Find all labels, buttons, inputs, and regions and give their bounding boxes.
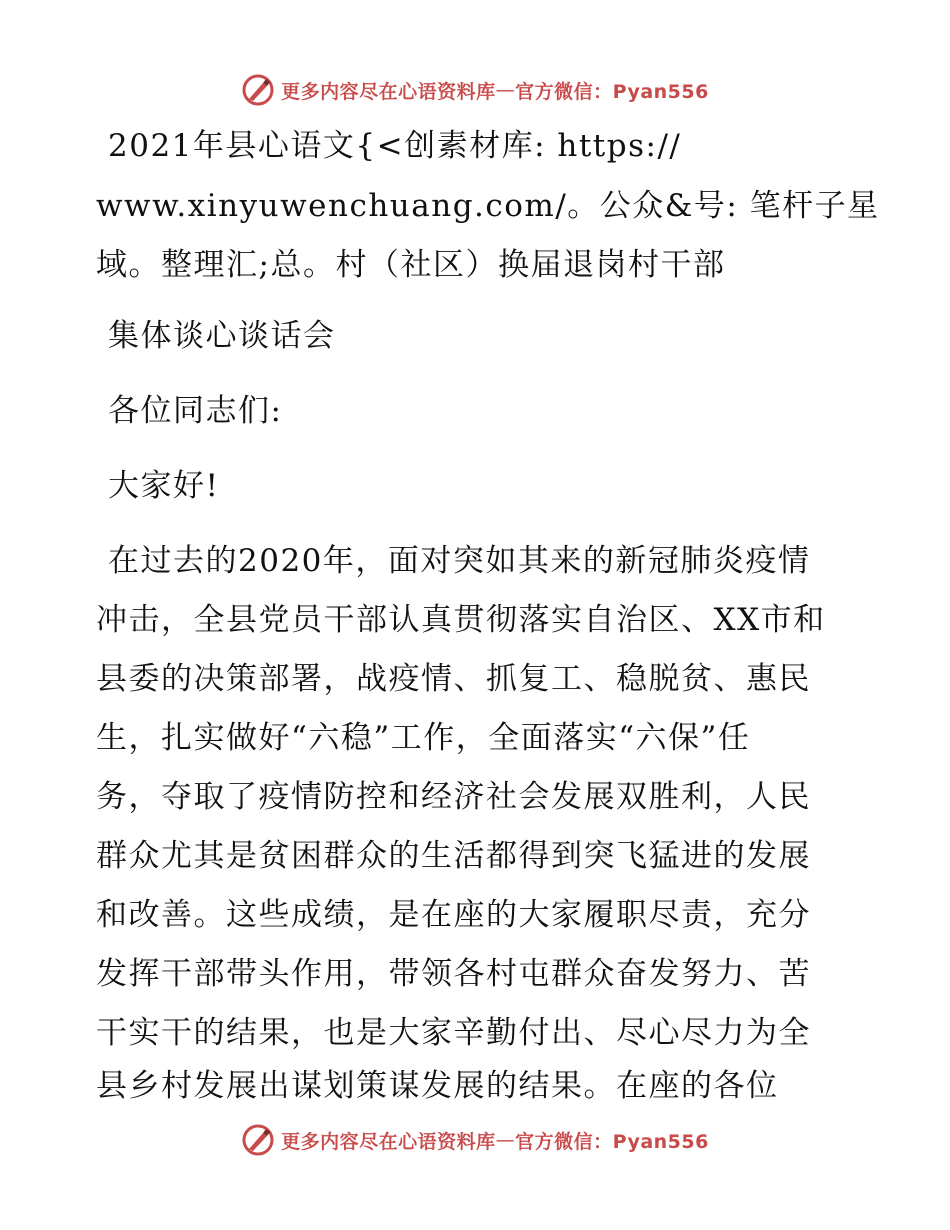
body-line-10: 县乡村发展出谋划策谋发展的结果。在座的各位 (96, 1068, 779, 1104)
body-line-8: 发挥干部带头作用，带领各村屯群众奋发努力、苦 (96, 956, 811, 992)
body-line-5: 务，夺取了疫情防控和经济社会发展双胜利，人民 (96, 779, 811, 815)
watermark-wechat: 官方微信：Pyan556 (515, 1130, 709, 1153)
salutation: 各位同志们: (108, 393, 283, 429)
body-line-1: 在过去的2020年，面对突如其来的新冠肺炎疫情 (108, 543, 811, 579)
body-line-4: 生，扎实做好“六稳”工作，全面落实“六保”任 (96, 720, 751, 756)
header-watermark (0, 70, 950, 110)
watermark-brand: 更多内容尽在心语资料库 (281, 80, 496, 103)
title-line-1: 2021年县心语文{<创素材库: https:// (108, 128, 682, 164)
body-line-6: 群众尤其是贫困群众的生活都得到突飞猛进的发展 (96, 838, 811, 874)
title-line-3: 域。整理汇;总。村（社区）换届退岗村干部 (96, 247, 726, 283)
body-line-2: 冲击，全县党员干部认真贯彻落实自治区、XX市和 (96, 602, 826, 638)
body-line-3: 县委的决策部署，战疫情、抓复工、稳脱贫、惠民 (96, 661, 811, 697)
title-line-4: 集体谈心谈话会 (108, 318, 336, 354)
watermark-brand: 更多内容尽在心语资料库 (281, 1130, 496, 1153)
watermark-separator: — (495, 79, 516, 101)
title-line-2: www.xinyuwenchuang.com/。公众&号: 笔杆子星 (96, 188, 880, 224)
pen-seal-icon (241, 73, 275, 107)
watermark-separator: — (495, 1129, 516, 1151)
footer-watermark (0, 1120, 950, 1160)
pen-seal-icon (241, 1123, 275, 1157)
body-line-7: 和改善。这些成绩，是在座的大家履职尽责，充分 (96, 897, 811, 933)
greeting: 大家好! (108, 468, 220, 504)
body-line-9: 干实干的结果，也是大家辛勤付出、尽心尽力为全 (96, 1015, 811, 1051)
watermark-wechat: 官方微信：Pyan556 (515, 80, 709, 103)
